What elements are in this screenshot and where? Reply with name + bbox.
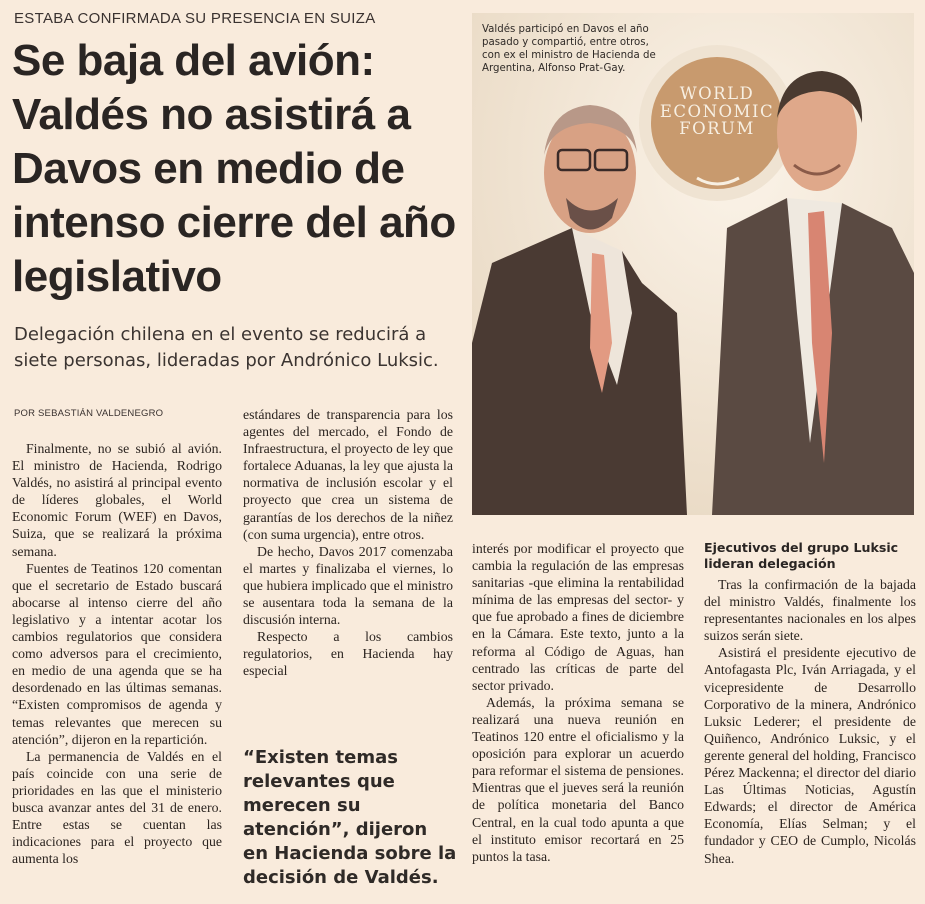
paragraph: Finalmente, no se subió al avión. El ministro de Hacienda, Rodrigo Valdés, no asistirá al principal evento de líderes globales, el World Economic Forum (WEF) en Davos, Suiza, que se realizará la próxima semana. xyxy=(12,441,222,559)
body-column-1 xyxy=(12,440,222,867)
subheading: Ejecutivos del grupo Luksic lideran delegación xyxy=(704,540,899,571)
byline: POR SEBASTIÁN VALDENEGRO xyxy=(14,408,164,419)
pull-quote: “Existen temas relevantes que merecen su atención”, dijeron en Hacienda sobre la decisión de Valdés. xyxy=(243,747,457,888)
paragraph: Además, la próxima semana se realizará una nueva reunión en Teatinos 120 entre el oficialismo y la oposición para explorar un acuerdo para reformar el sistema de pensiones. Mientras que el jueves será la reunión de política monetaria del Banco Central, en la cual todo apunta a que el instituto emisor recortará en 25 puntos la tasa. xyxy=(472,694,684,864)
headline: Se baja del avión: Valdés no asistirá a Davos en medio de intenso cierre del año legislativo xyxy=(12,36,456,301)
paragraph: interés por modificar el proyecto que cambia la regulación de las empresas sanitarias -que elimina la rentabilidad mínima de las empresas del sector- y que fue aprobado a fines de diciembre en la Cámara. Este texto, junto a la reforma al Código de Aguas, han centrado las críticas de parte del sector privado. xyxy=(472,541,684,693)
body-column-4 xyxy=(704,540,916,867)
paragraph: La permanencia de Valdés en el país coincide con una serie de prioridades en las que el ministerio busca avanzar antes del 31 de enero. Entre estas se cuentan las indicaciones para el proyecto que aumenta los xyxy=(12,748,222,867)
kicker: ESTABA CONFIRMADA SU PRESENCIA EN SUIZA xyxy=(14,10,376,27)
wef-logo-text: WORLD ECONOMIC FORUM xyxy=(659,84,775,138)
paragraph: De hecho, Davos 2017 comenzaba el martes y finalizaba el viernes, lo que hubiera implicado que el ministro se ausentara toda la semana de la discusión interna. xyxy=(243,543,453,628)
photo-caption: Valdés participó en Davos el año pasado y compartió, entre otros, con ex el ministro de Hacienda de Argentina, Alfonso Prat-Gay. xyxy=(482,24,656,74)
body-column-2 xyxy=(243,406,453,680)
photo xyxy=(472,13,914,515)
dek: Delegación chilena en el evento se reducirá a siete personas, lideradas por Andrónico Luksic. xyxy=(14,324,439,371)
paragraph: Asistirá el presidente ejecutivo de Antofagasta Plc, Iván Arriagada, y el vicepresidente de Desarrollo Corporativo de la minera, Andrónico Luksic Lederer; el presidente de Quiñenco, Andrónico Luksic, y el gerente general del holding, Francisco Pérez Mackenna; el director del diario Las Últimas Noticias, Agustín Edwards; el director de América Economía, Elías Selman; y el fundador y CEO de Cumplo, Nicolás Shea. xyxy=(704,645,916,866)
paragraph: estándares de transparencia para los agentes del mercado, el Fondo de Infraestructura, el proyecto de ley que fortalece Aduanas, la ley que ajusta la normativa de inclusión escolar y el proyecto que crea un sistema de garantías de los derechos de la niñez (con suma urgencia), entre otros. xyxy=(243,407,453,542)
paragraph: Fuentes de Teatinos 120 comentan que el secretario de Estado buscará abocarse al intenso cierre del año legislativo y a intentar acotar los cambios regulatorios que considera como adversos para el crecimiento, en medio de una agenda que se ha desordenado en las últimas semanas. “Existen compromisos de agenda y temas relevantes que merecen su atención”, dijeron en la repartición. xyxy=(12,560,222,747)
paragraph: Tras la confirmación de la bajada del ministro Valdés, finalmente los representantes nacionales en los alpes suizos serán siete. xyxy=(704,577,916,644)
paragraph: Respecto a los cambios regulatorios, en Hacienda hay especial xyxy=(243,629,453,679)
body-column-3 xyxy=(472,540,684,865)
